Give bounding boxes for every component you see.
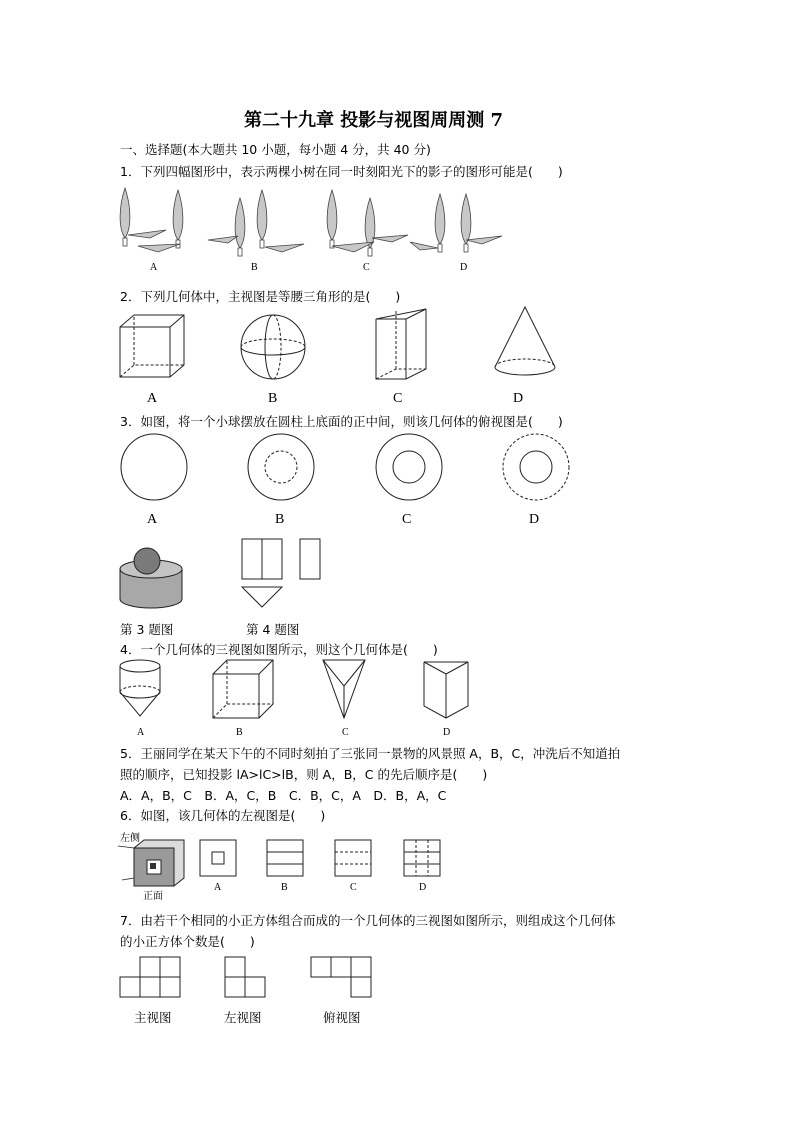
q1-option-a-figure [120,188,183,252]
q2-figures [110,305,560,385]
q6-solid-figure [118,838,188,890]
q7-left-view-label: 左视图 [224,1010,262,1025]
question-1-text: 1．下列四幅图形中，表示两棵小树在同一时刻阳光下的影子的图形可能是( ) [120,164,563,179]
page-title: 第二十九章 投影与视图周周测 7 [244,110,504,131]
q4-option-b: B [236,727,243,738]
question-5-line-1: 5．王丽同学在某天下午的不同时刻拍了三张同一景物的风景照 A，B，C，冲洗后不知道拍 [120,746,621,761]
q4-option-d: D [443,727,451,738]
q6-option-b-figure [267,840,303,876]
q6-side-label: 左侧 [120,833,140,844]
q2-sphere-figure [241,315,305,379]
q1-figures [110,180,510,270]
q4-option-b-figure [213,660,273,718]
q1-option-c: C [363,262,370,273]
q3-option-b: B [275,512,285,527]
q3-option-d-figure [503,434,569,500]
q2-option-d: D [513,391,524,406]
q2-option-c: C [393,391,403,406]
q3-option-c-figure [376,434,442,500]
q3-option-a: A [147,512,158,527]
q7-three-views [118,956,378,1000]
q4-option-c-figure [323,660,365,718]
q1-option-b: B [251,262,258,273]
question-4-text: 4．一个几何体的三视图如图所示，则这个几何体是( ) [120,642,438,657]
q3-figures [110,430,580,505]
q3-solid-figure [118,545,188,613]
q2-cone-figure [495,307,555,375]
q4-figure-caption: 第 4 题图 [246,622,300,637]
q1-option-c-figure [327,190,408,256]
q4-option-c: C [342,727,349,738]
q3-option-a-figure [121,434,187,500]
q1-option-d-figure [410,194,502,252]
q4-figures [110,656,480,731]
q7-top-view [311,957,371,997]
q6-option-c: C [350,882,357,893]
q3-figure-caption: 第 3 题图 [120,622,174,637]
question-5-line-2: 照的顺序，已知投影 lA>lC>lB，则 A，B，C 的先后顺序是( ) [120,767,488,782]
q6-option-a-figure [200,840,236,876]
q7-front-view-label: 主视图 [134,1010,172,1025]
q3-option-d: D [529,512,540,527]
q3-option-c: C [402,512,412,527]
q1-option-b-figure [208,190,304,256]
q7-front-view [120,957,180,997]
q1-option-a: A [150,262,158,273]
section-heading: 一、选择题(本大题共 10 小题，每小题 4 分，共 40 分) [120,142,431,157]
q6-option-d: D [419,882,427,893]
question-7-line-2: 的小正方体个数是( ) [120,934,255,949]
q4-option-a: A [137,727,145,738]
q1-option-d: D [460,262,468,273]
question-5-choices: A．A，B，C B．A，C，B C．B，C，A D．B，A，C [120,788,447,803]
q2-option-b: B [268,391,278,406]
q3-option-b-figure [248,434,314,500]
q2-option-a: A [147,391,158,406]
q6-options-figures [190,838,450,880]
question-6-text: 6．如图，该几何体的左视图是( ) [120,808,326,823]
q7-top-view-label: 俯视图 [323,1010,361,1025]
q6-option-d-figure [404,840,440,876]
q2-prism-figure [376,309,426,379]
question-7-line-1: 7．由若干个相同的小正方体组合而成的一个几何体的三视图如图所示，则组成这个几何体 [120,913,616,928]
q6-front-label: 正面 [143,891,163,902]
question-3-text: 3．如图，将一个小球摆放在圆柱上底面的正中间，则该几何体的俯视图是( ) [120,414,563,429]
q4-option-a-figure [120,660,160,716]
q4-three-views [240,537,330,613]
q6-option-a: A [214,882,222,893]
q7-left-view [225,957,265,997]
q4-option-d-figure [424,662,468,718]
q2-cube-figure [120,315,184,377]
q6-option-c-figure [335,840,371,876]
q6-option-b: B [281,882,288,893]
question-2-text: 2．下列几何体中，主视图是等腰三角形的是( ) [120,289,401,304]
